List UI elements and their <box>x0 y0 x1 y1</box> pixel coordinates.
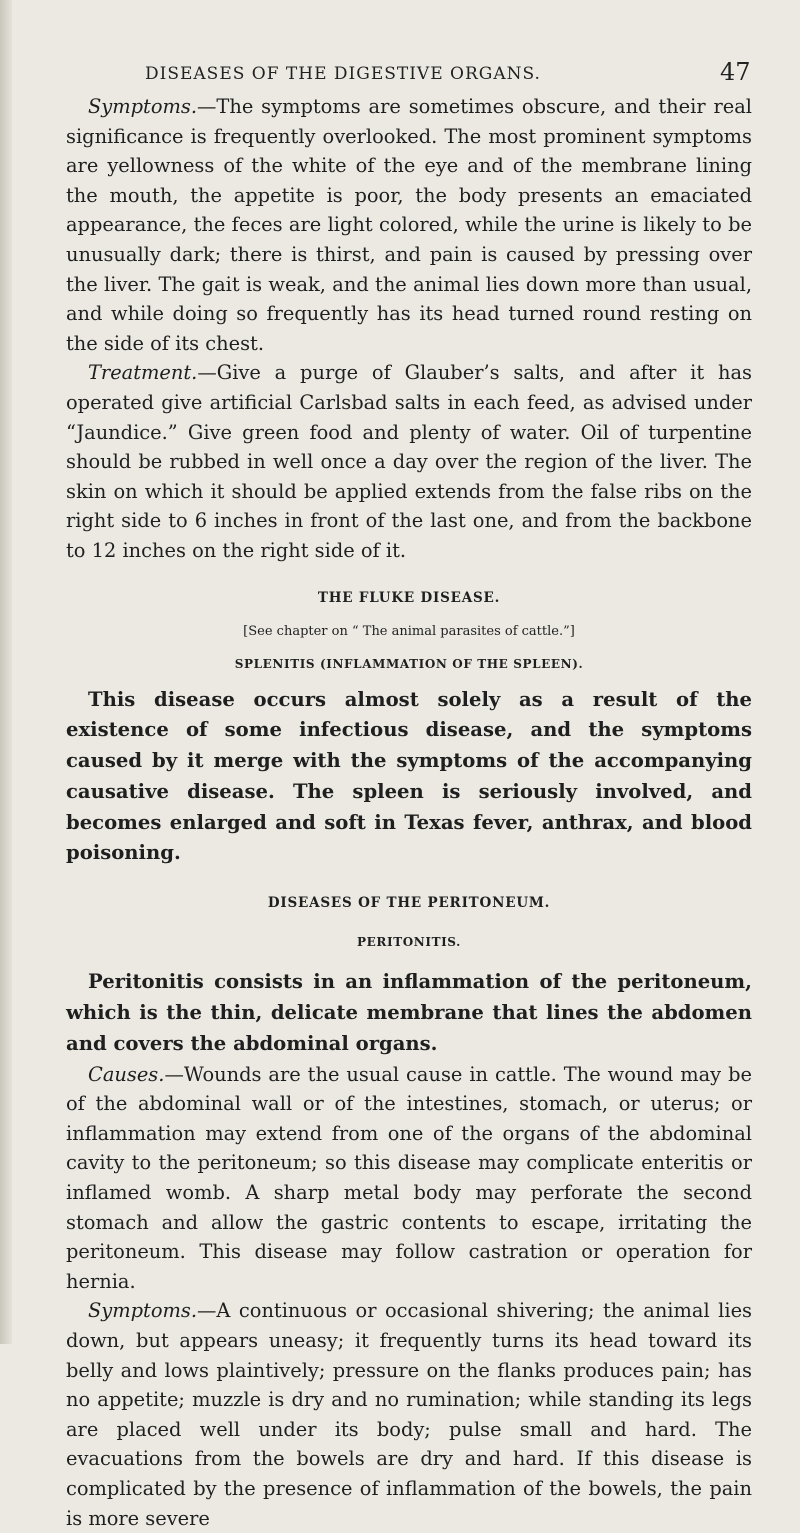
symptoms-lead: Symptoms. <box>88 95 198 118</box>
page-number: 47 <box>720 58 751 86</box>
peritonitis-symptoms-paragraph <box>66 1296 752 1533</box>
symptoms-paragraph <box>66 92 752 358</box>
fluke-heading: THE FLUKE DISEASE. <box>317 589 501 606</box>
treatment-lead: Treatment. <box>88 361 198 385</box>
symptoms-text: —The symptoms are sometimes obscure, and their real significance is frequently overlooked. The most prominent symptoms are yellowness of the white of the eye and of the membrane lining the mouth, the appetite is poor, the body presents an emaciated appearance, the feces are light colored, while the urine is likely to be unusually dark; there is thirst, and pain is caused by pressing over the liver. The gait is weak, and the animal lies down more than usual, and while doing so frequently has its head turned round resting on the side of its chest. <box>66 95 752 355</box>
splenitis-paragraph: This disease occurs almost solely as a result of the existence of some infectious disease, and the symptoms caused by it merge with the symptoms of the accompanying causative disease. The spleen is seriously involved, and becomes enlarged and soft in Texas fever, anthrax, and blood poisoning. <box>66 687 752 865</box>
causes-lead: Causes. <box>88 1062 165 1086</box>
splenitis-heading: SPLENITIS (INFLAMMATION OF THE SPLEEN). <box>234 656 584 671</box>
treatment-text: —Give a purge of Glauber’s salts, and after it has operated give artificial Carlsbad salts in each feed, as advised under “Jaundice.” Give green food and plenty of water. Oil of turpentine should be rubbed in well once a day over the region of the liver. The skin on which it should be applied extends from the false ribs on the right side to 6 inches in front of the last one, and from the backbone to 12 inches on the right side of it. <box>66 361 752 562</box>
page-header <box>0 58 800 88</box>
peritonitis-symptoms-text: —A continuous or occasional shivering; the animal lies down, but appears uneasy; it frequently turns its head toward its belly and lows plaintively; pressure on the flanks produces pain; has no appetite; muzzle is dry and no rumination; while standing its legs are placed well under its body; pulse small and hard. The evacuations from the bowels are dry and hard. If this disease is complicated by the presence of inflammation of the bowels, the pain is more severe <box>66 1299 752 1530</box>
peritonitis-intro: Peritonitis consists in an inflammation of the peritoneum, which is the thin, delicate membrane that lines the abdomen and covers the abdominal organs. <box>66 970 752 1055</box>
peritonitis-subheading: PERITONITIS. <box>357 935 461 950</box>
running-head: DISEASES OF THE DIGESTIVE ORGANS. <box>145 64 541 84</box>
fluke-note: [See chapter on “ The animal parasites of cattle.”] <box>243 623 575 639</box>
causes-text: —Wounds are the usual cause in cattle. The wound may be of the abdominal wall or of the intestines, stomach, or uterus; or inflammation may extend from one of the organs of the abdominal cavity to the peritoneum; so this disease may complicate enteritis or inflamed womb. A sharp metal body may perforate the second stomach and allow the gastric contents to escape, irritating the peritoneum. This disease may follow castration or operation for hernia. <box>66 1062 752 1293</box>
treatment-paragraph <box>66 358 752 565</box>
page-edge <box>0 0 12 1344</box>
peritonitis-symptoms-lead: Symptoms. <box>88 1299 198 1323</box>
page-body <box>66 92 752 1533</box>
peritoneum-heading: DISEASES OF THE PERITONEUM. <box>267 895 551 912</box>
causes-paragraph <box>66 1060 752 1297</box>
